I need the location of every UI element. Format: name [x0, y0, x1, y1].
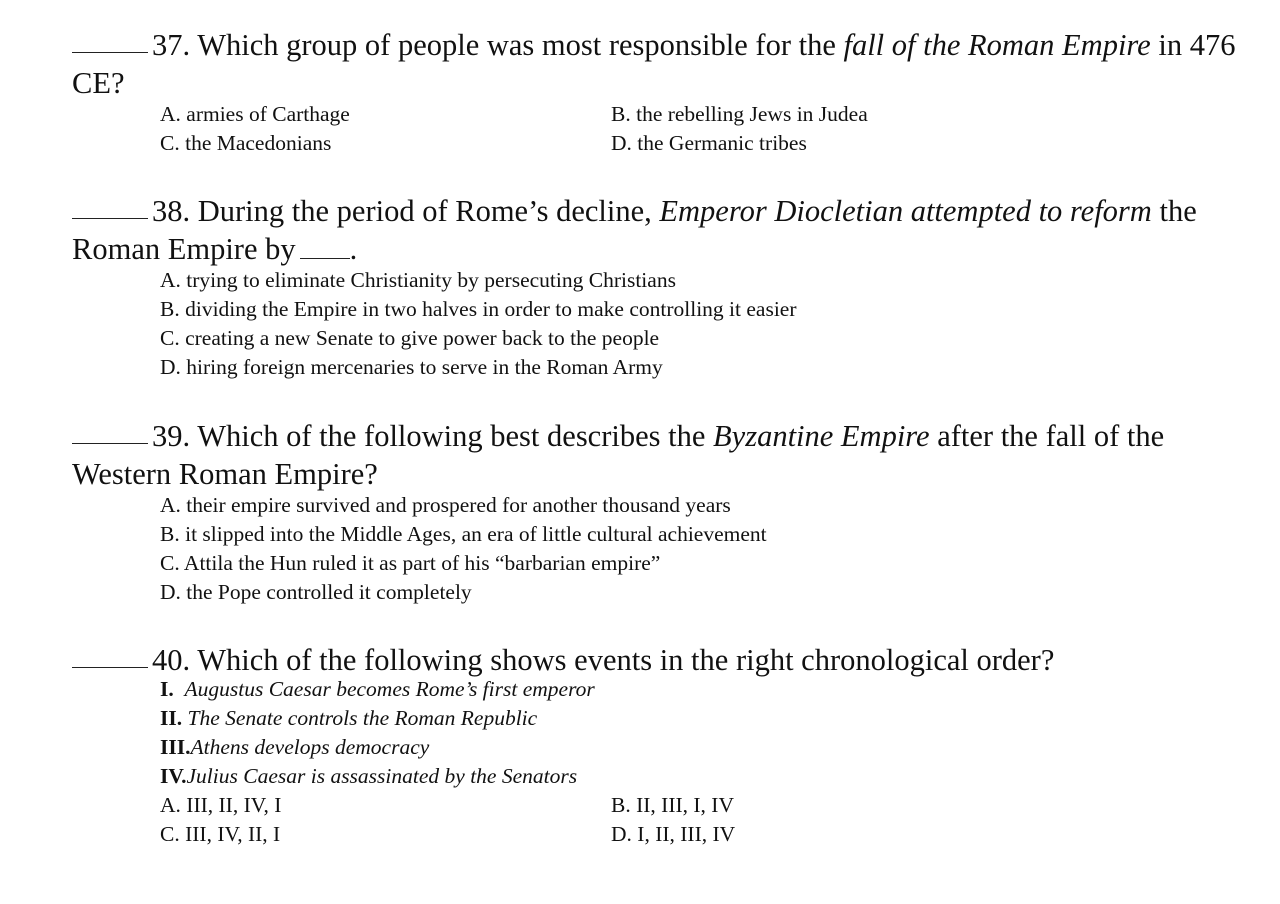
statement-i: I. Augustus Caesar becomes Rome’s first emperor: [160, 677, 595, 701]
question-stem: [72, 26, 1262, 102]
stem-text: after the fall of the Western Roman Empire?: [72, 419, 1165, 491]
stem-emphasis: fall of the Roman Empire: [843, 28, 1151, 62]
stem-text: Which of the following shows events in the right chronological order?: [197, 643, 1055, 677]
question-stem: [72, 417, 1262, 493]
answer-blank[interactable]: [72, 51, 148, 53]
statement-iv: IV.Julius Caesar is assassinated by the Senators: [160, 764, 578, 788]
question-number: 38.: [152, 194, 191, 228]
question-stem: [72, 641, 1262, 679]
statement-iii: III.Athens develops democracy: [160, 735, 430, 759]
stem-punctuation: .: [349, 232, 358, 266]
stem-emphasis: Emperor Diocletian attempted to reform: [659, 194, 1152, 228]
statement-list: [160, 675, 1262, 791]
question-38: [72, 192, 1262, 382]
question-40: [72, 641, 1262, 849]
option-d: D. the Germanic tribes: [611, 131, 807, 155]
stem-text: Which group of people was most responsible for the: [197, 28, 844, 62]
question-number: 39.: [152, 419, 191, 453]
answer-options: [160, 100, 1262, 158]
option-a: A. trying to eliminate Christianity by persecuting Christians: [160, 268, 676, 292]
answer-blank[interactable]: [72, 217, 148, 219]
option-b: B. the rebelling Jews in Judea: [611, 102, 868, 126]
question-number: 37.: [152, 28, 191, 62]
answer-blank[interactable]: [72, 442, 148, 444]
stem-emphasis: Byzantine Empire: [713, 419, 930, 453]
option-d: D. the Pope controlled it completely: [160, 580, 472, 604]
option-c: C. the Macedonians: [160, 131, 332, 155]
stem-text: During the period of Rome’s decline,: [197, 194, 660, 228]
option-d: D. I, II, III, IV: [611, 822, 736, 846]
option-b: B. II, III, I, IV: [611, 793, 734, 817]
stem-text: in 476 CE?: [72, 28, 1236, 100]
question-stem: [72, 192, 1262, 268]
stem-text: the Roman Empire by: [72, 194, 1197, 266]
statement-ii: II. The Senate controls the Roman Republic: [160, 706, 538, 730]
option-b: B. dividing the Empire in two halves in order to make controlling it easier: [160, 297, 797, 321]
question-39: [72, 417, 1262, 607]
question-37: [72, 26, 1262, 158]
option-c: C. Attila the Hun ruled it as part of his “barbarian empire”: [160, 551, 661, 575]
answer-options: [160, 266, 1262, 382]
option-d: D. hiring foreign mercenaries to serve in the Roman Army: [160, 355, 663, 379]
option-a: A. III, II, IV, I: [160, 793, 282, 817]
answer-options: [160, 491, 1262, 607]
answer-options: [160, 791, 1262, 849]
option-c: C. creating a new Senate to give power back to the people: [160, 326, 660, 350]
option-b: B. it slipped into the Middle Ages, an era of little cultural achievement: [160, 522, 767, 546]
option-c: C. III, IV, II, I: [160, 822, 281, 846]
option-a: A. armies of Carthage: [160, 102, 350, 126]
fill-in-blank: [300, 257, 350, 259]
answer-blank[interactable]: [72, 666, 148, 668]
question-number: 40.: [152, 643, 191, 677]
option-a: A. their empire survived and prospered for another thousand years: [160, 493, 731, 517]
stem-text: Which of the following best describes the: [197, 419, 714, 453]
